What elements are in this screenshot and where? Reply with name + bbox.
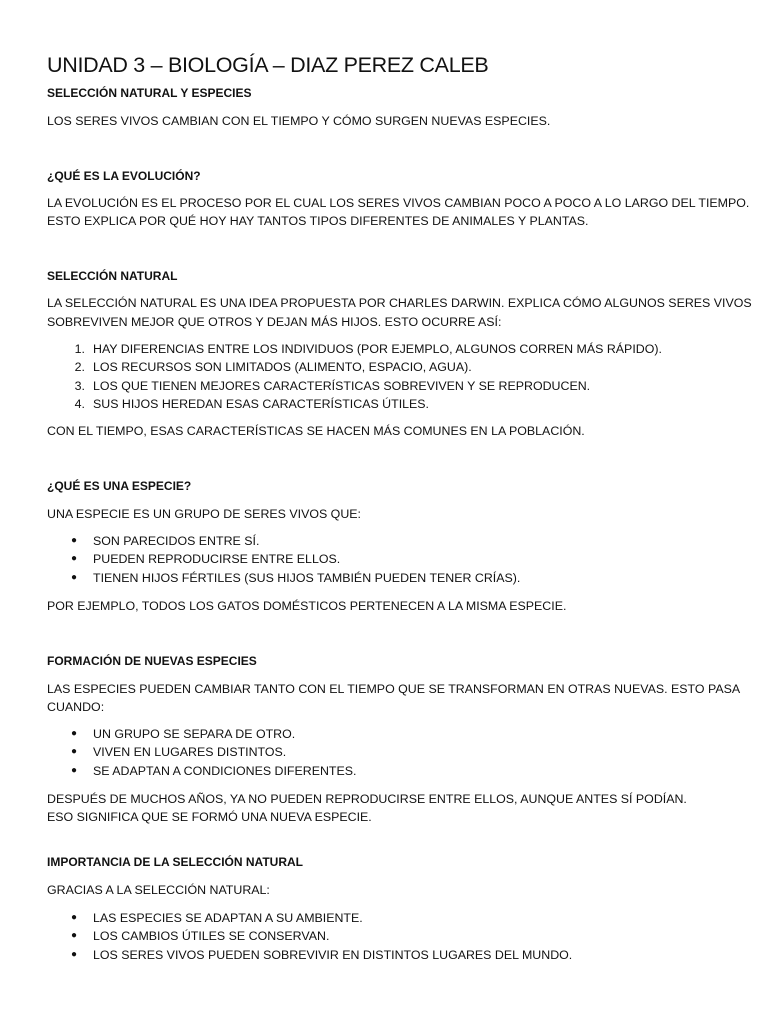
formacion-line-1: LAS ESPECIES PUEDEN CAMBIAR TANTO CON EL TIEMPO QUE SE TRANSFORMAN EN OTRAS NUEVAS. ESTO PASA [47,682,741,696]
bullet-icon: ● [71,930,78,942]
list-marker: 3. [74,378,85,393]
bullet-icon: ● [71,746,78,758]
list-item-text: TIENEN HIJOS FÉRTILES (SUS HIJOS TAMBIÉN PUEDEN TENER CRÍAS). [93,570,521,585]
list-item [47,532,520,550]
formacion-closing-line-2: ESO SIGNIFICA QUE SE FORMÓ UNA NUEVA ESPECIE. [47,810,372,824]
list-item [47,395,662,413]
list-item [47,377,662,395]
list-marker: 4. [74,397,85,412]
list-item [47,946,572,964]
list-item [47,762,356,780]
bullet-icon: ● [71,728,78,739]
bullet-icon: ● [71,764,78,776]
list-item [47,358,662,376]
formacion-closing-line-1: DESPUÉS DE MUCHOS AÑOS, YA NO PUEDEN REPRODUCIRSE ENTRE ELLOS, AUNQUE ANTES SÍ PODÍAN. [47,792,687,806]
section-heading-intro: SELECCIÓN NATURAL Y ESPECIES [47,86,252,100]
list-item-text: LOS SERES VIVOS PUEDEN SOBREVIVIR EN DISTINTOS LUGARES DEL MUNDO. [93,947,573,962]
especie-closing: POR EJEMPLO, TODOS LOS GATOS DOMÉSTICOS PERTENECEN A LA MISMA ESPECIE. [47,599,567,613]
list-item-text: SON PARECIDOS ENTRE SÍ. [93,534,260,548]
section-heading-especie: ¿QUÉ ES UNA ESPECIE? [47,479,192,493]
list-item [47,550,520,568]
bullet-icon: ● [71,912,78,923]
evolucion-line-1: LA EVOLUCIÓN ES EL PROCESO POR EL CUAL LOS SERES VIVOS CAMBIAN POCO A POCO A LO LARGO DEL TIEMPO. [47,196,750,210]
seleccion-line-2: SOBREVIVEN MEJOR QUE OTROS Y DEJAN MÁS HIJOS. ESTO OCURRE ASÍ: [47,315,502,329]
list-item-text: LOS CAMBIOS ÚTILES SE CONSERVAN. [93,929,330,944]
section-heading-importancia: IMPORTANCIA DE LA SELECCIÓN NATURAL [47,855,303,869]
list-item-text: VIVEN EN LUGARES DISTINTOS. [93,745,287,760]
importancia-text: GRACIAS A LA SELECCIÓN NATURAL: [47,883,270,897]
list-item-text: PUEDEN REPRODUCIRSE ENTRE ELLOS. [93,552,341,567]
especie-bullet-list [47,532,520,587]
intro-text: LOS SERES VIVOS CAMBIAN CON EL TIEMPO Y CÓMO SURGEN NUEVAS ESPECIES. [47,114,551,128]
section-heading-seleccion: SELECCIÓN NATURAL [47,269,178,283]
list-marker: 1. [74,342,85,356]
list-item [47,340,662,358]
list-item-text: SUS HIJOS HEREDAN ESAS CARACTERÍSTICAS ÚTILES. [93,397,429,412]
list-item-text: LAS ESPECIES SE ADAPTAN A SU AMBIENTE. [93,911,363,925]
importancia-bullet-list [47,909,572,964]
bullet-icon: ● [71,553,78,565]
formacion-line-2: CUANDO: [47,700,105,714]
list-item [47,927,572,945]
section-heading-formacion: FORMACIÓN DE NUEVAS ESPECIES [47,654,257,668]
especie-text: UNA ESPECIE ES UN GRUPO DE SERES VIVOS QUE: [47,507,361,521]
list-marker: 2. [74,360,85,375]
evolucion-line-2: ESTO EXPLICA POR QUÉ HOY HAY TANTOS TIPOS DIFERENTES DE ANIMALES Y PLANTAS. [47,214,589,228]
bullet-icon: ● [71,535,78,546]
document-title: UNIDAD 3 – BIOLOGÍA – DIAZ PEREZ CALEB [47,53,489,77]
seleccion-line-1: LA SELECCIÓN NATURAL ES UNA IDEA PROPUESTA POR CHARLES DARWIN. EXPLICA CÓMO ALGUNOS SERES VIVOS [47,296,752,310]
list-item-text: HAY DIFERENCIAS ENTRE LOS INDIVIDUOS (POR EJEMPLO, ALGUNOS CORREN MÁS RÁPIDO). [93,342,662,356]
bullet-icon: ● [71,948,78,960]
list-item-text: LOS QUE TIENEN MEJORES CARACTERÍSTICAS SOBREVIVEN Y SE REPRODUCEN. [93,378,591,393]
section-heading-evolucion: ¿QUÉ ES LA EVOLUCIÓN? [47,169,201,183]
seleccion-closing: CON EL TIEMPO, ESAS CARACTERÍSTICAS SE HACEN MÁS COMUNES EN LA POBLACIÓN. [47,424,585,438]
list-item-text: LOS RECURSOS SON LIMITADOS (ALIMENTO, ESPACIO, AGUA). [93,360,472,375]
list-item-text: SE ADAPTAN A CONDICIONES DIFERENTES. [93,763,357,778]
list-item [47,569,520,587]
list-item [47,725,356,743]
list-item-text: UN GRUPO SE SEPARA DE OTRO. [93,727,296,741]
seleccion-numbered-list [47,340,662,414]
formacion-bullet-list [47,725,356,780]
bullet-icon: ● [71,571,78,583]
list-item [47,743,356,761]
list-item [47,909,572,927]
